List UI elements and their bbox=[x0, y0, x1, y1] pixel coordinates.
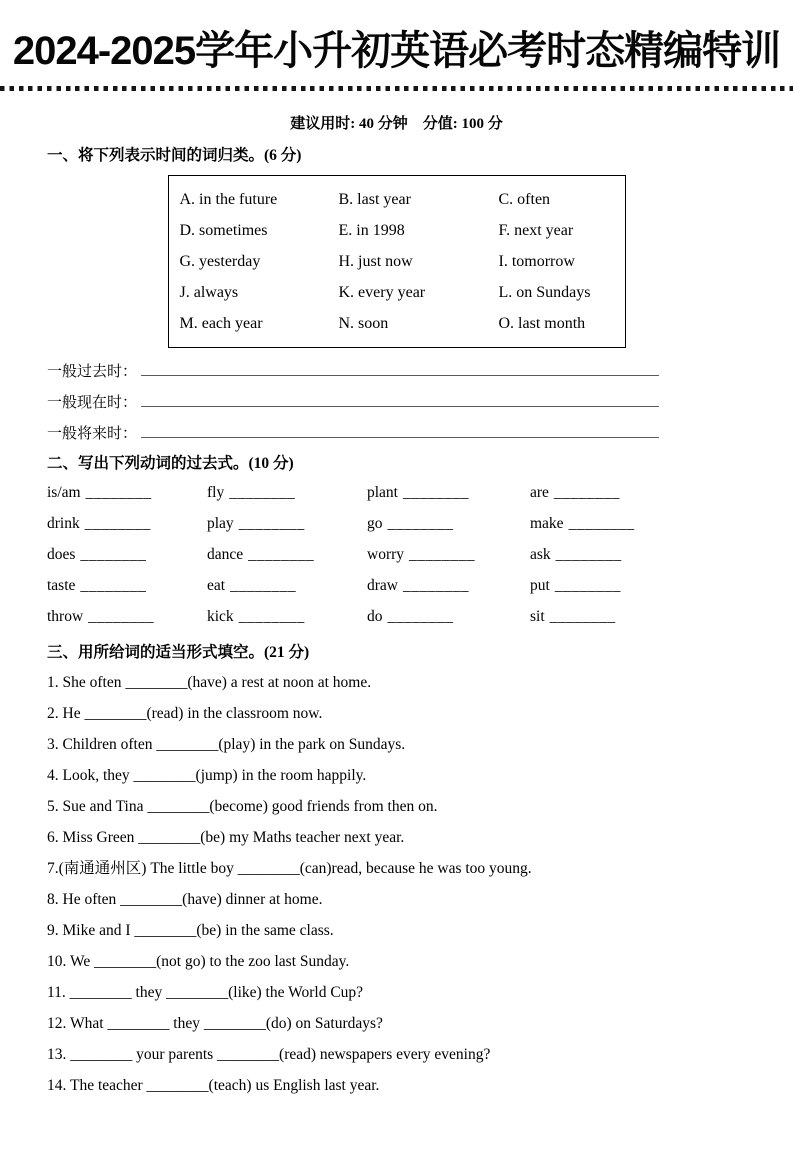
tense-answer-lines bbox=[47, 357, 746, 450]
verb-blank: ________ bbox=[387, 515, 454, 532]
section-3-heading: 三、用所给词的适当形式填空。(21 分) bbox=[47, 644, 310, 661]
verb-cell bbox=[530, 514, 746, 533]
option-item: L. on Sundays bbox=[498, 284, 591, 301]
verb-cell bbox=[367, 607, 530, 626]
verb-cell bbox=[207, 607, 367, 626]
option-item: D. sometimes bbox=[179, 222, 268, 239]
verb-cell bbox=[207, 483, 367, 502]
verb-label: draw bbox=[367, 577, 398, 594]
verb-label: worry bbox=[367, 546, 405, 563]
option-item: G. yesterday bbox=[179, 253, 261, 270]
verb-label: make bbox=[530, 515, 564, 532]
verb-label: do bbox=[367, 608, 383, 625]
question-item: 6. Miss Green ________(be) my Maths teacher next year. bbox=[47, 829, 405, 846]
tense-line-present bbox=[47, 388, 746, 419]
option-item: B. last year bbox=[338, 191, 411, 208]
verb-past-tense-grid bbox=[47, 483, 746, 626]
question-item: 1. She often ________(have) a rest at noon at home. bbox=[47, 674, 372, 691]
tense-line-future bbox=[47, 419, 746, 450]
question-item: 11. ________ they ________(like) the World Cup? bbox=[47, 984, 364, 1001]
verb-blank: ________ bbox=[403, 484, 469, 501]
question-item: 2. He ________(read) in the classroom now. bbox=[47, 705, 323, 722]
dotted-divider bbox=[0, 86, 793, 91]
verb-label: taste bbox=[47, 577, 76, 594]
option-item: C. often bbox=[498, 191, 551, 208]
verb-blank: ________ bbox=[387, 608, 454, 625]
verb-label: throw bbox=[47, 608, 84, 625]
verb-label: is/am bbox=[47, 484, 81, 501]
verb-blank: ________ bbox=[409, 546, 476, 563]
verb-cell bbox=[367, 576, 530, 595]
question-item: 12. What ________ they ________(do) on Saturdays? bbox=[47, 1015, 383, 1032]
verb-label: put bbox=[530, 577, 550, 594]
answer-rule bbox=[141, 403, 659, 407]
option-item: J. always bbox=[179, 284, 239, 301]
question-item: 7.(南通通州区) The little boy ________(can)read, because he was too young. bbox=[47, 860, 532, 877]
verb-blank: ________ bbox=[80, 577, 147, 594]
answer-rule bbox=[141, 372, 659, 376]
answer-rule bbox=[141, 434, 659, 438]
option-item: H. just now bbox=[338, 253, 413, 270]
section-2-heading: 二、写出下列动词的过去式。(10 分) bbox=[47, 455, 294, 472]
verb-cell bbox=[530, 576, 746, 595]
verb-label: sit bbox=[530, 608, 545, 625]
question-item: 14. The teacher ________(teach) us English last year. bbox=[47, 1077, 380, 1094]
verb-label: drink bbox=[47, 515, 80, 532]
exam-page bbox=[0, 28, 793, 1101]
verb-label: ask bbox=[530, 546, 551, 563]
verb-label: kick bbox=[207, 608, 234, 625]
verb-label: are bbox=[530, 484, 549, 501]
option-item: K. every year bbox=[338, 284, 426, 301]
exam-meta: 建议用时: 40 分钟 分值: 100 分 bbox=[290, 116, 503, 132]
verb-cell bbox=[367, 514, 530, 533]
verb-cell bbox=[207, 545, 367, 564]
question-item: 5. Sue and Tina ________(become) good friends from then on. bbox=[47, 798, 438, 815]
verb-label: dance bbox=[207, 546, 244, 563]
time-words-options-box bbox=[168, 175, 626, 348]
verb-cell bbox=[207, 514, 367, 533]
verb-cell bbox=[367, 545, 530, 564]
option-item: A. in the future bbox=[179, 191, 278, 208]
question-item: 3. Children often ________(play) in the park on Sundays. bbox=[47, 736, 406, 753]
verb-label: play bbox=[207, 515, 234, 532]
tense-label-future: 一般将来时： bbox=[47, 426, 138, 442]
question-item: 8. He often ________(have) dinner at home. bbox=[47, 891, 323, 908]
verb-blank: ________ bbox=[230, 577, 297, 594]
verb-label: plant bbox=[367, 484, 398, 501]
question-item: 13. ________ your parents ________(read) newspapers every evening? bbox=[47, 1046, 491, 1063]
tense-label-present: 一般现在时： bbox=[47, 395, 138, 411]
question-item: 10. We ________(not go) to the zoo last Sunday. bbox=[47, 953, 350, 970]
exam-body bbox=[0, 145, 793, 1101]
section-1-heading: 一、将下列表示时间的词归类。(6 分) bbox=[47, 147, 302, 164]
verb-blank: ________ bbox=[85, 484, 152, 501]
verb-label: eat bbox=[207, 577, 226, 594]
verb-blank: ________ bbox=[553, 484, 620, 501]
fill-in-questions bbox=[47, 667, 746, 1101]
verb-cell bbox=[47, 483, 207, 502]
option-item: M. each year bbox=[179, 315, 263, 332]
verb-blank: ________ bbox=[568, 515, 635, 532]
verb-cell bbox=[530, 607, 746, 626]
tense-label-past: 一般过去时： bbox=[47, 364, 138, 380]
verb-cell bbox=[47, 514, 207, 533]
verb-cell bbox=[530, 483, 746, 502]
page-title: 2024-2025学年小升初英语必考时态精编特训 bbox=[12, 29, 781, 73]
verb-blank: ________ bbox=[229, 484, 296, 501]
verb-blank: ________ bbox=[84, 515, 151, 532]
verb-blank: ________ bbox=[238, 608, 305, 625]
verb-cell bbox=[47, 607, 207, 626]
verb-blank: ________ bbox=[248, 546, 315, 563]
option-item: O. last month bbox=[498, 315, 586, 332]
verb-blank: ________ bbox=[554, 577, 621, 594]
verb-blank: ________ bbox=[549, 608, 616, 625]
verb-blank: ________ bbox=[238, 515, 305, 532]
tense-line-past bbox=[47, 357, 746, 388]
verb-cell bbox=[530, 545, 746, 564]
verb-label: fly bbox=[207, 484, 225, 501]
question-item: 9. Mike and I ________(be) in the same class. bbox=[47, 922, 334, 939]
verb-cell bbox=[47, 545, 207, 564]
question-item: 4. Look, they ________(jump) in the room happily. bbox=[47, 767, 367, 784]
option-item: I. tomorrow bbox=[498, 253, 575, 270]
verb-blank: ________ bbox=[80, 546, 147, 563]
verb-blank: ________ bbox=[555, 546, 622, 563]
option-item: F. next year bbox=[498, 222, 574, 239]
option-item: E. in 1998 bbox=[338, 222, 405, 239]
verb-label: does bbox=[47, 546, 76, 563]
verb-blank: ________ bbox=[88, 608, 155, 625]
verb-cell bbox=[367, 483, 530, 502]
verb-blank: ________ bbox=[403, 577, 469, 594]
verb-label: go bbox=[367, 515, 383, 532]
verb-cell bbox=[207, 576, 367, 595]
verb-cell bbox=[47, 576, 207, 595]
option-item: N. soon bbox=[338, 315, 389, 332]
